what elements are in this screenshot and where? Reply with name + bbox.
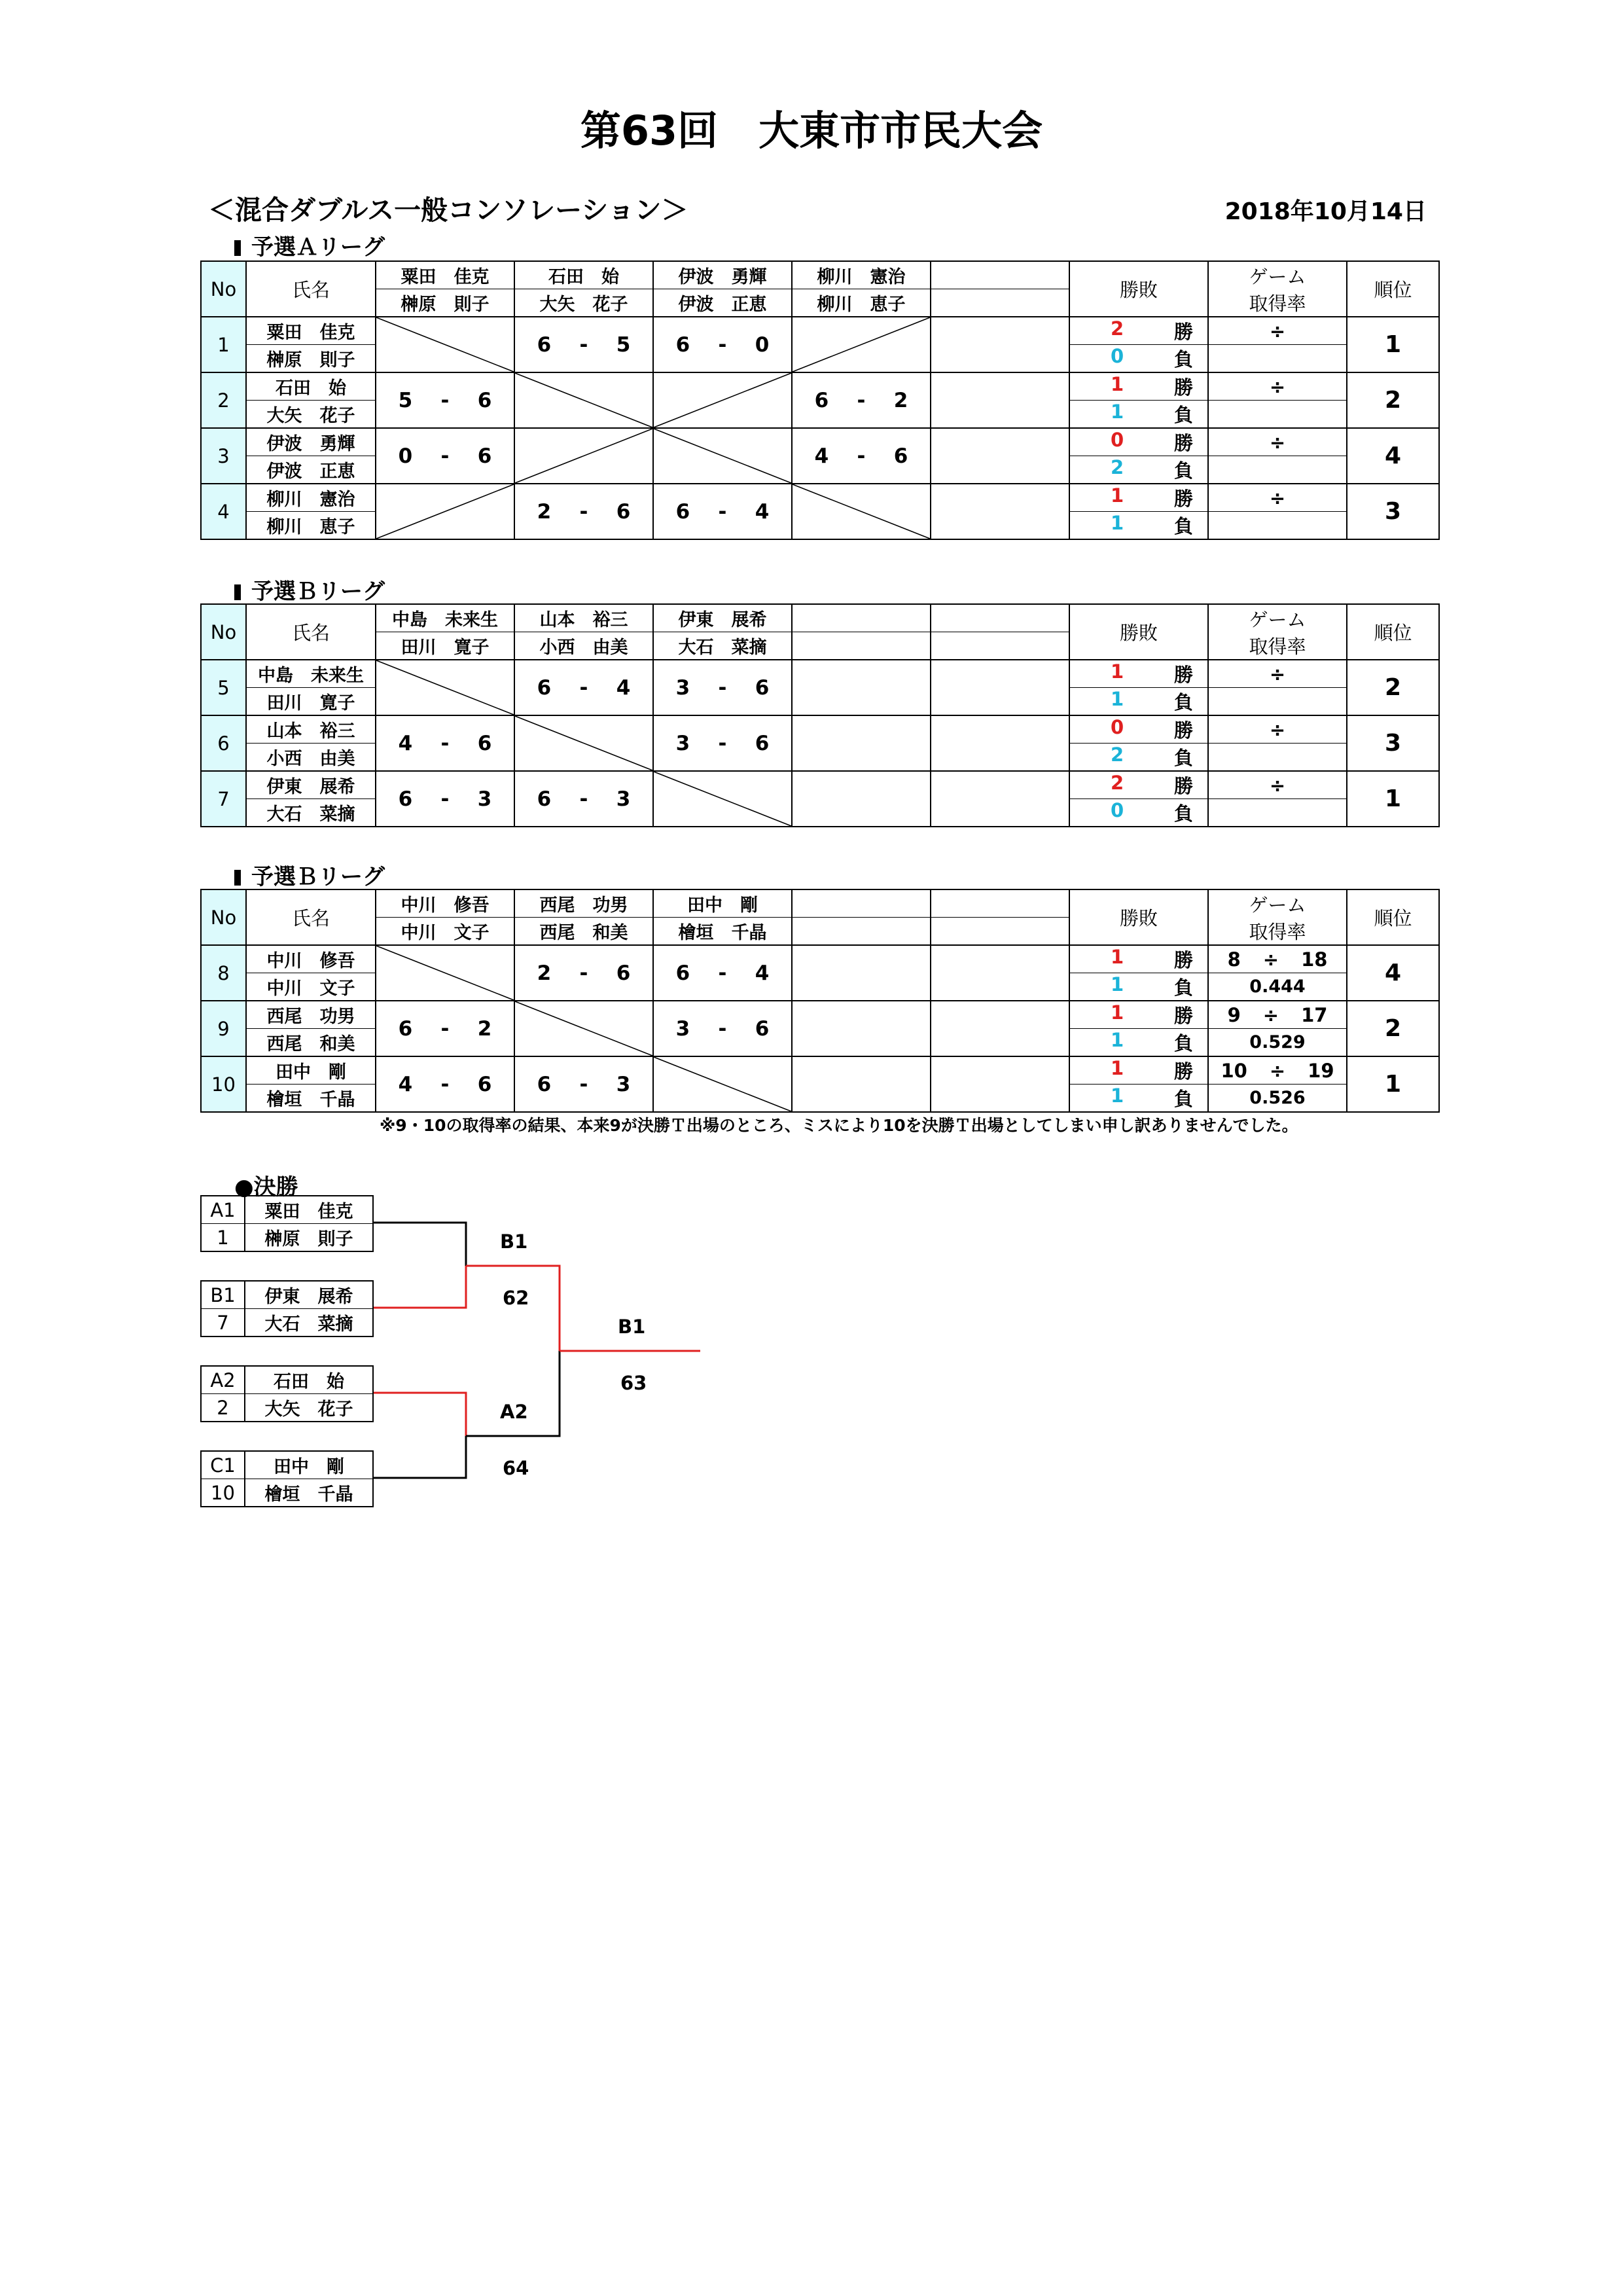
losses-label: 負 — [1173, 977, 1193, 999]
final-winner: B1 — [618, 1316, 646, 1338]
divide-sign: ÷ — [1269, 1059, 1286, 1082]
score-own: 6 — [675, 499, 690, 524]
league-label-text: 予選Ｂリーグ — [251, 579, 385, 605]
player-2-name: 榊原 則子 — [246, 345, 376, 373]
player-2-name: 中川 文子 — [246, 973, 376, 1001]
column-player-2: 西尾 和美 — [514, 918, 653, 946]
entry-no: 10 — [201, 1479, 245, 1507]
game-ratio-value: 0.444 — [1208, 973, 1347, 1001]
wins-count: 2 — [1111, 317, 1124, 340]
column-player-1: 伊波 勇輝 — [653, 261, 792, 289]
score-opp: 6 — [477, 1072, 492, 1096]
column-player-1: 田中 剛 — [653, 889, 792, 918]
final-label: ●決勝 — [234, 1174, 298, 1200]
divide-sign: ÷ — [1269, 319, 1286, 342]
score-opp: 2 — [477, 1016, 492, 1041]
games-total: 18 — [1301, 948, 1328, 971]
header-rank: 順位 — [1347, 261, 1439, 317]
player-2-name: 田川 寛子 — [246, 688, 376, 716]
column-player-2: 中川 文子 — [376, 918, 514, 946]
column-player-2: 田川 寛子 — [376, 632, 514, 660]
player-1-name: 伊波 勇輝 — [246, 428, 376, 456]
bracket-line-a1 — [374, 1223, 466, 1266]
column-player-2: 小西 由美 — [514, 632, 653, 660]
header-no: No — [201, 261, 246, 317]
semi2-score: 64 — [503, 1457, 529, 1479]
wins-label: 勝 — [1173, 376, 1193, 399]
game-ratio-value: 0.526 — [1208, 1085, 1347, 1113]
score-own: 4 — [814, 444, 829, 468]
rank-value: 4 — [1347, 428, 1439, 484]
wins-label: 勝 — [1173, 488, 1193, 510]
player-2-name: 小西 由美 — [246, 744, 376, 772]
player-2-name: 大矢 花子 — [245, 1394, 373, 1422]
player-1-name: 中島 未来生 — [246, 660, 376, 688]
score-dash: - — [440, 444, 450, 468]
player-1-name: 粟田 佳克 — [245, 1196, 373, 1224]
player-2-name: 大石 菜摘 — [245, 1309, 373, 1337]
player-1-name: 田中 剛 — [246, 1056, 376, 1085]
header-winloss: 勝敗 — [1069, 604, 1208, 660]
player-1-name: 中川 修吾 — [246, 945, 376, 973]
score-dash: - — [579, 675, 588, 700]
score-opp: 3 — [616, 1072, 631, 1096]
score-opp: 2 — [893, 388, 908, 412]
score-own: 0 — [398, 444, 413, 468]
player-1-name: 石田 始 — [245, 1366, 373, 1394]
player-2-name: 檜垣 千晶 — [245, 1479, 373, 1507]
entry-no: 9 — [201, 1001, 246, 1056]
score-opp: 4 — [755, 499, 770, 524]
wins-count: 0 — [1111, 429, 1124, 451]
score-own: 2 — [537, 961, 552, 985]
losses-count: 0 — [1111, 345, 1124, 367]
score-opp: 0 — [755, 332, 770, 357]
divide-sign: ÷ — [1269, 431, 1286, 454]
column-player-2: 大石 菜摘 — [653, 632, 792, 660]
losses-label: 負 — [1173, 459, 1193, 482]
rank-value: 2 — [1347, 1001, 1439, 1056]
column-player-1: 伊東 展希 — [653, 604, 792, 632]
header-rank: 順位 — [1347, 604, 1439, 660]
bracket-line-a2 — [374, 1393, 466, 1436]
header-game-bottom: 取得率 — [1249, 292, 1306, 315]
score-opp: 6 — [755, 731, 770, 755]
score-opp: 6 — [477, 444, 492, 468]
score-dash: - — [579, 961, 588, 985]
header-game-top: ゲーム — [1249, 893, 1306, 916]
player-1-name: 伊東 展希 — [246, 771, 376, 799]
score-opp: 4 — [755, 961, 770, 985]
rank-value: 2 — [1347, 372, 1439, 428]
player-1-name: 伊東 展希 — [245, 1281, 373, 1309]
divide-sign: ÷ — [1269, 375, 1286, 398]
score-dash: - — [440, 1016, 450, 1041]
score-dash: - — [718, 731, 727, 755]
score-dash: - — [579, 1072, 588, 1096]
score-own: 4 — [398, 1072, 413, 1096]
score-opp: 3 — [616, 787, 631, 811]
score-dash: - — [857, 388, 866, 412]
player-1-name: 粟田 佳克 — [246, 317, 376, 345]
entry-seed: A1 — [201, 1196, 245, 1224]
losses-count: 1 — [1111, 973, 1124, 996]
header-game-top: ゲーム — [1249, 265, 1306, 288]
wins-count: 1 — [1111, 484, 1124, 507]
games-total: 17 — [1301, 1003, 1328, 1026]
losses-label: 負 — [1173, 348, 1193, 370]
semi1-winner: B1 — [500, 1230, 528, 1253]
score-dash: - — [440, 731, 450, 755]
column-player-2: 柳川 恵子 — [792, 289, 931, 317]
wins-label: 勝 — [1173, 321, 1193, 343]
score-opp: 6 — [616, 499, 631, 524]
header-no: No — [201, 889, 246, 945]
score-dash: - — [718, 675, 727, 700]
score-dash: - — [579, 787, 588, 811]
losses-label: 負 — [1173, 515, 1193, 537]
wins-label: 勝 — [1173, 1005, 1193, 1027]
score-dash: - — [857, 444, 866, 468]
score-own: 5 — [398, 388, 413, 412]
score-own: 4 — [398, 731, 413, 755]
player-2-name: 檜垣 千晶 — [246, 1085, 376, 1113]
score-dash: - — [718, 961, 727, 985]
column-player-2: 大矢 花子 — [514, 289, 653, 317]
header-winloss: 勝敗 — [1069, 261, 1208, 317]
score-own: 6 — [537, 787, 552, 811]
rank-value: 3 — [1347, 715, 1439, 771]
semi1-score: 62 — [503, 1287, 529, 1309]
score-opp: 6 — [755, 675, 770, 700]
player-1-name: 石田 始 — [246, 372, 376, 401]
score-dash: - — [440, 1072, 450, 1096]
entry-no: 3 — [201, 428, 246, 484]
column-player-2: 檜垣 千晶 — [653, 918, 792, 946]
header-game-top: ゲーム — [1249, 608, 1306, 631]
wins-count: 0 — [1111, 716, 1124, 738]
player-2-name: 榊原 則子 — [245, 1224, 373, 1252]
player-2-name: 大石 菜摘 — [246, 799, 376, 827]
wins-count: 1 — [1111, 373, 1124, 395]
score-dash: - — [440, 388, 450, 412]
column-player-2: 伊波 正恵 — [653, 289, 792, 317]
player-1-name: 田中 剛 — [245, 1451, 373, 1479]
entry-no: 4 — [201, 484, 246, 539]
losses-count: 2 — [1111, 744, 1124, 766]
header-game-bottom: 取得率 — [1249, 920, 1306, 943]
header-rank: 順位 — [1347, 889, 1439, 945]
rank-value: 1 — [1347, 1056, 1439, 1112]
losses-label: 負 — [1173, 1032, 1193, 1054]
score-dash: - — [718, 499, 727, 524]
wins-label: 勝 — [1173, 775, 1193, 797]
score-own: 3 — [675, 1016, 690, 1041]
wins-count: 2 — [1111, 772, 1124, 794]
game-ratio-value: 0.529 — [1208, 1029, 1347, 1057]
score-own: 6 — [675, 961, 690, 985]
column-player-1: 中島 未来生 — [376, 604, 514, 632]
score-own: 6 — [537, 1072, 552, 1096]
entry-no: 7 — [201, 1309, 245, 1337]
event-date: 2018年10月14日 — [1224, 198, 1427, 225]
games-won: 8 — [1227, 948, 1241, 971]
divide-sign: ÷ — [1269, 486, 1286, 509]
bracket-line-semi2 — [466, 1351, 560, 1436]
player-1-name: 山本 裕三 — [246, 715, 376, 744]
losses-label: 負 — [1173, 691, 1193, 713]
entry-seed: A2 — [201, 1366, 245, 1394]
entry-no: 1 — [201, 317, 246, 372]
score-own: 3 — [675, 731, 690, 755]
losses-count: 1 — [1111, 512, 1124, 534]
column-player-1: 西尾 功男 — [514, 889, 653, 918]
header-name: 氏名 — [246, 889, 376, 945]
wins-count: 1 — [1111, 1057, 1124, 1079]
player-2-name: 柳川 恵子 — [246, 512, 376, 540]
entry-no: 2 — [201, 372, 246, 428]
entry-seed: B1 — [201, 1281, 245, 1309]
entry-no: 8 — [201, 945, 246, 1001]
score-dash: - — [579, 499, 588, 524]
divide-sign: ÷ — [1269, 774, 1286, 797]
games-won: 10 — [1221, 1059, 1247, 1082]
wins-label: 勝 — [1173, 949, 1193, 971]
header-name: 氏名 — [246, 604, 376, 660]
score-opp: 6 — [477, 731, 492, 755]
column-player-1: 柳川 憲治 — [792, 261, 931, 289]
score-opp: 6 — [755, 1016, 770, 1041]
losses-count: 1 — [1111, 688, 1124, 710]
header-name: 氏名 — [246, 261, 376, 317]
losses-label: 負 — [1173, 1088, 1193, 1110]
divide-sign: ÷ — [1269, 718, 1286, 741]
score-opp: 3 — [477, 787, 492, 811]
entry-no: 6 — [201, 715, 246, 771]
score-dash: - — [718, 332, 727, 357]
wins-label: 勝 — [1173, 432, 1193, 454]
wins-label: 勝 — [1173, 664, 1193, 686]
losses-count: 1 — [1111, 401, 1124, 423]
header-winloss: 勝敗 — [1069, 889, 1208, 945]
entry-no: 7 — [201, 771, 246, 827]
page-title: 第63回 大東市市民大会 — [580, 107, 1043, 154]
wins-count: 1 — [1111, 1001, 1124, 1024]
losses-count: 0 — [1111, 799, 1124, 821]
score-own: 6 — [814, 388, 829, 412]
entry-seed: C1 — [201, 1451, 245, 1479]
score-own: 6 — [537, 332, 552, 357]
entry-no: 2 — [201, 1394, 245, 1422]
column-player-1: 山本 裕三 — [514, 604, 653, 632]
losses-count: 1 — [1111, 1085, 1124, 1107]
entry-no: 1 — [201, 1224, 245, 1252]
bracket-line-b1 — [374, 1266, 466, 1308]
score-dash: - — [440, 787, 450, 811]
rank-value: 1 — [1347, 317, 1439, 372]
column-player-1: 中川 修吾 — [376, 889, 514, 918]
player-2-name: 伊波 正恵 — [246, 456, 376, 484]
entry-no: 5 — [201, 660, 246, 715]
games-total: 19 — [1308, 1059, 1334, 1082]
score-own: 6 — [398, 1016, 413, 1041]
wins-label: 勝 — [1173, 719, 1193, 742]
header-no: No — [201, 604, 246, 660]
games-won: 9 — [1227, 1003, 1241, 1026]
event-subtitle: ＜混合ダブルス一般コンソレーション＞ — [208, 194, 688, 226]
header-game-bottom: 取得率 — [1249, 635, 1306, 658]
rank-value: 1 — [1347, 771, 1439, 827]
entry-no: 10 — [201, 1056, 246, 1112]
losses-label: 負 — [1173, 802, 1193, 825]
league-label-text: 予選Ａリーグ — [251, 234, 385, 260]
score-own: 3 — [675, 675, 690, 700]
score-own: 2 — [537, 499, 552, 524]
league-label-text: 予選Ｂリーグ — [251, 864, 385, 890]
divide-sign: ÷ — [1269, 662, 1286, 685]
column-player-1: 石田 始 — [514, 261, 653, 289]
score-opp: 5 — [616, 332, 631, 357]
wins-count: 1 — [1111, 946, 1124, 968]
losses-count: 2 — [1111, 456, 1124, 478]
losses-label: 負 — [1173, 747, 1193, 769]
score-dash: - — [718, 1016, 727, 1041]
player-2-name: 西尾 和美 — [246, 1029, 376, 1057]
score-own: 6 — [398, 787, 413, 811]
score-opp: 6 — [616, 961, 631, 985]
score-own: 6 — [537, 675, 552, 700]
rank-value: 3 — [1347, 484, 1439, 539]
rank-value: 4 — [1347, 945, 1439, 1001]
wins-count: 1 — [1111, 660, 1124, 683]
score-opp: 4 — [616, 675, 631, 700]
correction-note: ※9・10の取得率の結果、本来9が決勝Ｔ出場のところ、ミスにより10を決勝Ｔ出場としてしまい申し訳ありませんでした。 — [380, 1116, 1298, 1135]
divide-sign: ÷ — [1262, 948, 1279, 971]
bracket-line-c1 — [374, 1436, 466, 1478]
score-own: 6 — [675, 332, 690, 357]
final-score: 63 — [620, 1372, 647, 1394]
player-1-name: 柳川 憲治 — [246, 484, 376, 512]
column-player-1: 粟田 佳克 — [376, 261, 514, 289]
column-player-2: 榊原 則子 — [376, 289, 514, 317]
losses-count: 1 — [1111, 1029, 1124, 1051]
losses-label: 負 — [1173, 404, 1193, 426]
score-opp: 6 — [477, 388, 492, 412]
semi2-winner: A2 — [500, 1401, 528, 1423]
divide-sign: ÷ — [1262, 1003, 1279, 1026]
wins-label: 勝 — [1173, 1060, 1193, 1083]
rank-value: 2 — [1347, 660, 1439, 715]
score-dash: - — [579, 332, 588, 357]
player-1-name: 西尾 功男 — [246, 1001, 376, 1029]
player-2-name: 大矢 花子 — [246, 401, 376, 429]
score-opp: 6 — [893, 444, 908, 468]
